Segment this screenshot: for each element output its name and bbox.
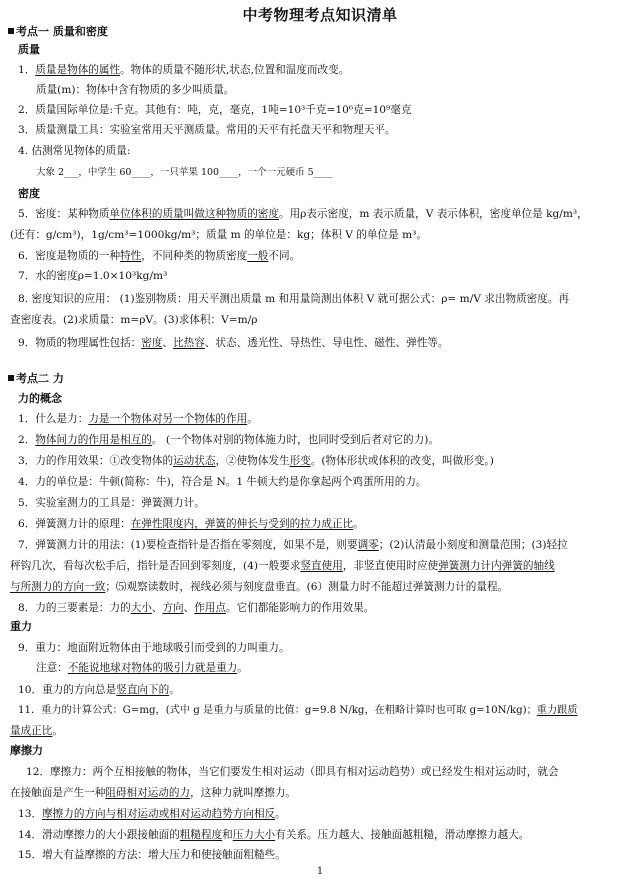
- gravity-item-9: 9．重力：地面附近物体由于地球吸引而受到的力叫重力。: [18, 642, 290, 654]
- bullet-icon: [8, 375, 14, 381]
- gravity-item-11a: 11．重力的计算公式：G=mg，(式中 g 是重力与质量的比值：g=9.8 N/kg，在粗略计算时也可取 g=10N/kg)；重力跟质: [18, 705, 578, 716]
- density-item-8b: 查密度表。(2)求质量：m=ρV。(3)求体积：V=m/ρ: [10, 314, 258, 326]
- subheading-mass: 质量: [18, 43, 40, 56]
- force-item-3: 3．力的作用效果：①改变物体的运动状态，②使物体发生形变。(物体形状或体积的改变，叫做形变。): [18, 455, 494, 467]
- friction-item-12b: 在接触面是产生一种阻碍相对运动的力，这种力就叫摩擦力。: [10, 787, 297, 799]
- subheading-friction: 摩擦力: [10, 744, 43, 757]
- friction-item-12a: 12．摩擦力：两个互相接触的物体，当它们要发生相对运动（即具有相对运动趋势）或已经发生相对运动时，就会: [26, 766, 559, 778]
- mass-definition: 质量(m)：物体中含有物质的多少叫质量。: [36, 84, 235, 96]
- density-item-5a: 5．密度：某种物质单位体积的质量叫做这种物质的密度。用ρ表示密度，m 表示质量，V 表示体积，密度单位是 kg/m³，: [18, 208, 588, 220]
- mass-item-4: 4. 估测常见物体的质量:: [18, 145, 131, 157]
- density-item-9: 9．物质的物理属性包括：密度、比热容、状态、透光性、导热性、导电性、磁性、弹性等。: [18, 337, 449, 349]
- section-heading-mass-density: 考点一 质量和密度: [8, 22, 640, 42]
- mass-estimate-blanks: 大象 2___，中学生 60____，一只苹果 100____，一个一元硬币 5____: [36, 167, 333, 178]
- force-item-7b: 秤钩几次，看每次松手后，指针是否回到零刻度，(4)一般要求竖直使用，非竖直使用时应使弹簧测力计内弹簧的轴线: [10, 560, 555, 572]
- gravity-note: 注意：不能说地球对物体的吸引力就是重力。: [36, 662, 248, 674]
- density-item-7: 7．水的密度ρ=1.0×10³kg/m³: [18, 270, 168, 282]
- force-item-7c: 与所测力的方向一致；⑸观察读数时，视线必须与刻度盘垂直。(6）测量力时不能超过弹簧测力计的量程。: [10, 581, 509, 593]
- gravity-item-11b: 量成正比。: [10, 725, 63, 737]
- mass-item-2: 2．质量国际单位是:千克。其他有：吨，克，毫克，1吨=10³千克=10⁶克=10⁹毫克: [18, 104, 412, 116]
- friction-item-13: 13．摩擦力的方向与相对运动或相对运动趋势方向相反。: [18, 808, 286, 820]
- subheading-gravity: 重力: [10, 620, 32, 633]
- subheading-force-concept: 力的概念: [18, 392, 62, 405]
- force-item-6: 6．弹簧测力计的原理：在弹性限度内，弹簧的伸长与受到的拉力成正比。: [18, 518, 364, 530]
- bullet-icon: [8, 28, 14, 34]
- section-heading-force: 考点二 力: [8, 369, 640, 389]
- density-item-6: 6．密度是物质的一种特性，不同种类的物质密度一般不同。: [18, 250, 301, 262]
- force-item-7a: 7．弹簧测力计的用法：(1)要检查指针是否指在零刻度，如果不是，则要调零；(2)认清最小刻度和测量范围；(3)轻拉: [18, 539, 568, 551]
- friction-item-15: 15．增大有益摩擦的方法：增大压力和使接触面粗糙些。: [18, 849, 286, 861]
- density-item-8a: 8. 密度知识的应用： (1)鉴别物质：用天平测出质量 m 和用量筒测出体积 V 就可据公式：ρ= m/V 求出物质密度。再: [18, 293, 570, 305]
- mass-item-3: 3．质量测量工具：实验室常用天平测质量。常用的天平有托盘天平和物理天平。: [18, 124, 396, 136]
- force-item-2: 2．物体间力的作用是相互的。 (一个物体对别的物体施力时，也同时受到后者对它的力)。: [18, 434, 439, 446]
- force-item-4: 4．力的单位是：牛顿(简称：牛)，符合是 N。1 牛顿大约是你拿起两个鸡蛋所用的力。: [18, 476, 427, 488]
- force-item-5: 5．实验室测力的工具是：弹簧测力计。: [18, 497, 205, 509]
- force-item-8: 8．力的三要素是：力的大小、方向、作用点。它们都能影响力的作用效果。: [18, 602, 375, 614]
- subheading-density: 密度: [18, 187, 40, 200]
- mass-item-1: 1．质量是物体的属性。物体的质量不随形状,状态,位置和温度而改变。: [18, 64, 350, 76]
- page-title: 中考物理考点知识清单: [242, 6, 398, 24]
- friction-item-14: 14．滑动摩擦力的大小跟接触面的粗糙程度和压力大小有关系。压力越大、接触面越粗糙，滑动摩擦力越大。: [18, 829, 530, 841]
- force-item-1: 1．什么是力：力是一个物体对另一个物体的作用。: [18, 413, 258, 425]
- density-item-5b: (还有：g/cm³)，1g/cm³=1000kg/m³；质量 m 的单位是：kg；体积 V 的单位是 m³。: [10, 229, 427, 241]
- page-number: 1: [316, 866, 324, 877]
- gravity-item-10: 10．重力的方向总是竖直向下的。: [18, 684, 180, 696]
